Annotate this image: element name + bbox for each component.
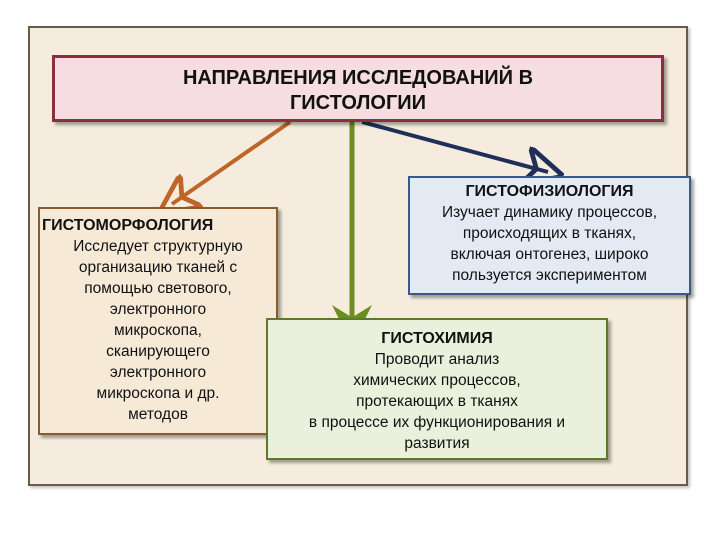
histochemistry-heading: ГИСТОХИМИЯ <box>381 330 493 347</box>
histophysiology-heading: ГИСТОФИЗИОЛОГИЯ <box>465 183 634 200</box>
arrow-to-morphology <box>172 122 290 204</box>
main-title: НАПРАВЛЕНИЯ ИССЛЕДОВАНИЙ В ГИСТОЛОГИИ <box>182 67 534 114</box>
histomorphology-box <box>38 207 278 435</box>
histomorphology-text: Исследует структурную организацию тканей с помощью светового, электронного микроскопа, сканирующего электронного микроскопа и др. методов <box>73 238 243 423</box>
histochemistry-text: Проводит анализ химических процессов, протекающих в тканях в процессе их функционирования и развития <box>308 351 566 452</box>
arrow-to-physiology <box>362 122 548 172</box>
histophysiology-box <box>408 176 691 295</box>
histochemistry-box <box>266 318 608 460</box>
main-title-box <box>52 55 664 122</box>
histomorphology-heading: ГИСТОМОРФОЛОГИЯ <box>42 217 214 234</box>
histophysiology-text: Изучает динамику процессов, происходящих в тканях, включая онтогенез, широко пользуется экспериментом <box>441 204 658 284</box>
